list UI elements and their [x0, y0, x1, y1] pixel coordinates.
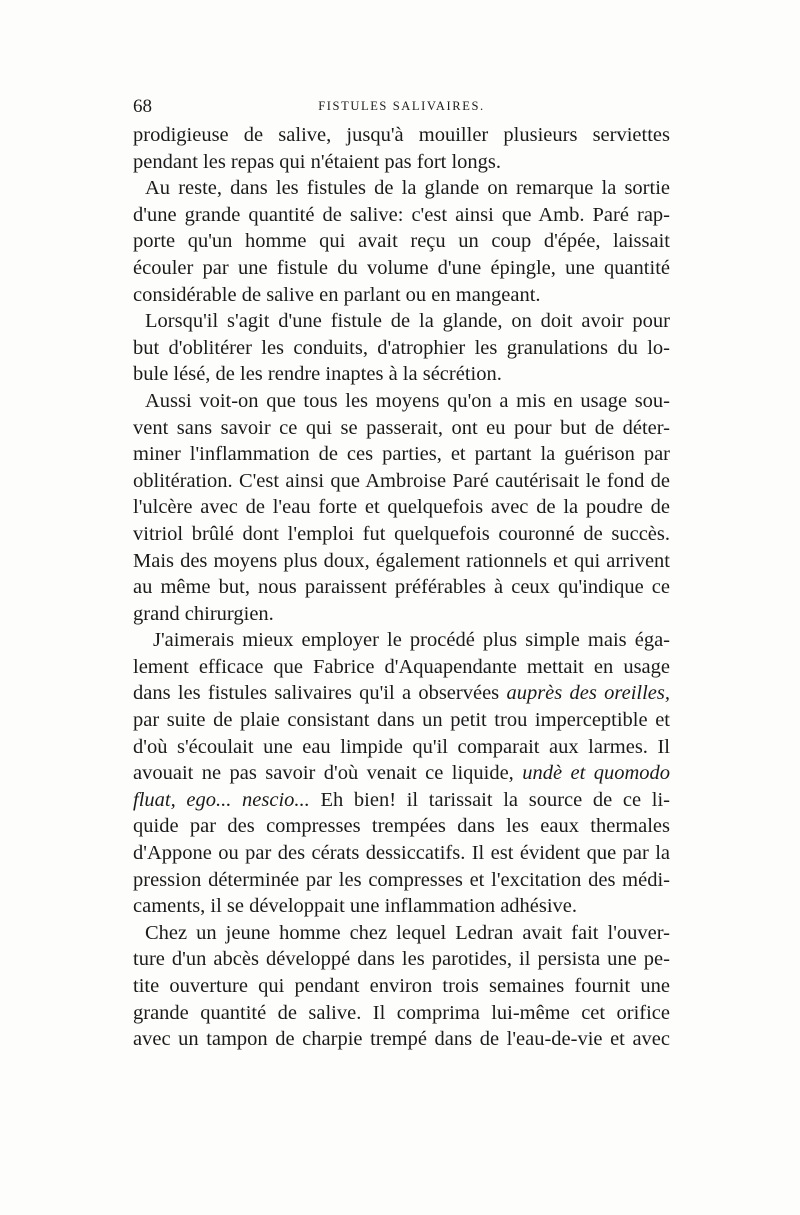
- text-line: lement efficace que Fabrice d'Aquapendante mettait en usage: [133, 655, 670, 678]
- text-line: tite ouverture qui pendant environ trois semaines fournit une: [133, 975, 670, 997]
- text-line: caments, il se développait une inflammation adhésive.: [133, 895, 578, 918]
- paragraph-start-line: Lorsqu'il s'agit d'une fistule de la glande, on doit avoir pour: [145, 310, 670, 333]
- text-line: par suite de plaie consistant dans un petit trou imperceptible et: [133, 709, 670, 732]
- text-line: miner l'inflammation de ces parties, et partant la guérison par: [133, 443, 670, 466]
- text-line: oblitération. C'est ainsi que Ambroise Paré cautérisait le fond de: [133, 469, 670, 492]
- text-line: pression déterminée par les compresses et l'excitation des médi-: [133, 868, 670, 891]
- text-line: but d'oblitérer les conduits, d'atrophier les granulations du lo-: [133, 336, 670, 359]
- text-line: ture d'un abcès développé dans les parotides, il persista une pe-: [133, 948, 670, 971]
- paragraph-start-line: J'aimerais mieux employer le procédé plus simple mais éga-: [153, 629, 670, 652]
- text-segment: dans les fistules salivaires qu'il a observées: [133, 682, 500, 705]
- text-line: d'Appone ou par des cérats dessiccatifs. Il est évident que par la: [133, 842, 670, 865]
- text-line: grand chirurgien.: [133, 602, 274, 625]
- text-line: écouler par une fistule du volume d'une épingle, une quantité: [133, 256, 670, 279]
- text-line: [133, 787, 670, 814]
- italic-latin-phrase: undè et quomodo: [522, 762, 671, 785]
- text-line: prodigieuse de salive, jusqu'à mouiller plusieurs serviettes: [133, 124, 670, 146]
- text-line: [133, 680, 670, 707]
- page-header: [133, 96, 670, 120]
- text-line: avec un tampon de charpie trempé dans de l'eau-de-vie et avec: [133, 1028, 670, 1051]
- text-line: l'ulcère avec de l'eau forte et quelquefois avec de la poudre de: [133, 496, 670, 519]
- paragraph-start-line: Chez un jeune homme chez lequel Ledran avait fait l'ouver-: [145, 921, 670, 944]
- text-line: bule lésé, de les rendre inaptes à la sécrétion.: [133, 363, 502, 386]
- text-line: au même but, nous paraissent préférables à ceux qu'indique ce: [133, 576, 670, 599]
- text-line: quide par des compresses trempées dans les eaux thermales: [133, 815, 670, 838]
- italic-latin-phrase: auprès des oreilles,: [506, 682, 670, 705]
- text-line: vitriol brûlé dont l'emploi fut quelquefois couronné de succès.: [133, 522, 670, 545]
- body-text: [133, 122, 670, 1053]
- text-line: vent sans savoir ce qui se passerait, ont eu pour but de déter-: [133, 416, 670, 439]
- text-line: d'où s'écoulait une eau limpide qu'il comparait aux larmes. Il: [133, 735, 670, 758]
- page-number: 68: [133, 96, 152, 117]
- text-line: Mais des moyens plus doux, également rationnels et qui arrivent: [133, 549, 670, 572]
- paragraph-start-line: Aussi voit-on que tous les moyens qu'on a mis en usage sou-: [145, 389, 670, 412]
- text-segment: Eh bien! il tarissait la source de ce li-: [320, 788, 671, 811]
- running-title: FISTULES SALIVAIRES.: [318, 99, 485, 113]
- text-line: grande quantité de salive. Il comprima lui-même cet orifice: [133, 1001, 670, 1024]
- paragraph-start-line: Au reste, dans les fistules de la glande on remarque la sortie: [145, 177, 670, 200]
- text-line: porte qu'un homme qui avait reçu un coup d'épée, laissait: [133, 230, 670, 253]
- text-line: [133, 760, 670, 787]
- text-line: considérable de salive en parlant ou en mangeant.: [133, 283, 541, 306]
- text-segment: avouait ne pas savoir d'où venait ce liquide,: [133, 762, 514, 785]
- italic-latin-phrase: fluat, ego... nescio...: [133, 788, 310, 811]
- text-line: d'une grande quantité de salive: c'est ainsi que Amb. Paré rap-: [133, 203, 670, 226]
- text-line: pendant les repas qui n'étaient pas fort longs.: [133, 150, 502, 173]
